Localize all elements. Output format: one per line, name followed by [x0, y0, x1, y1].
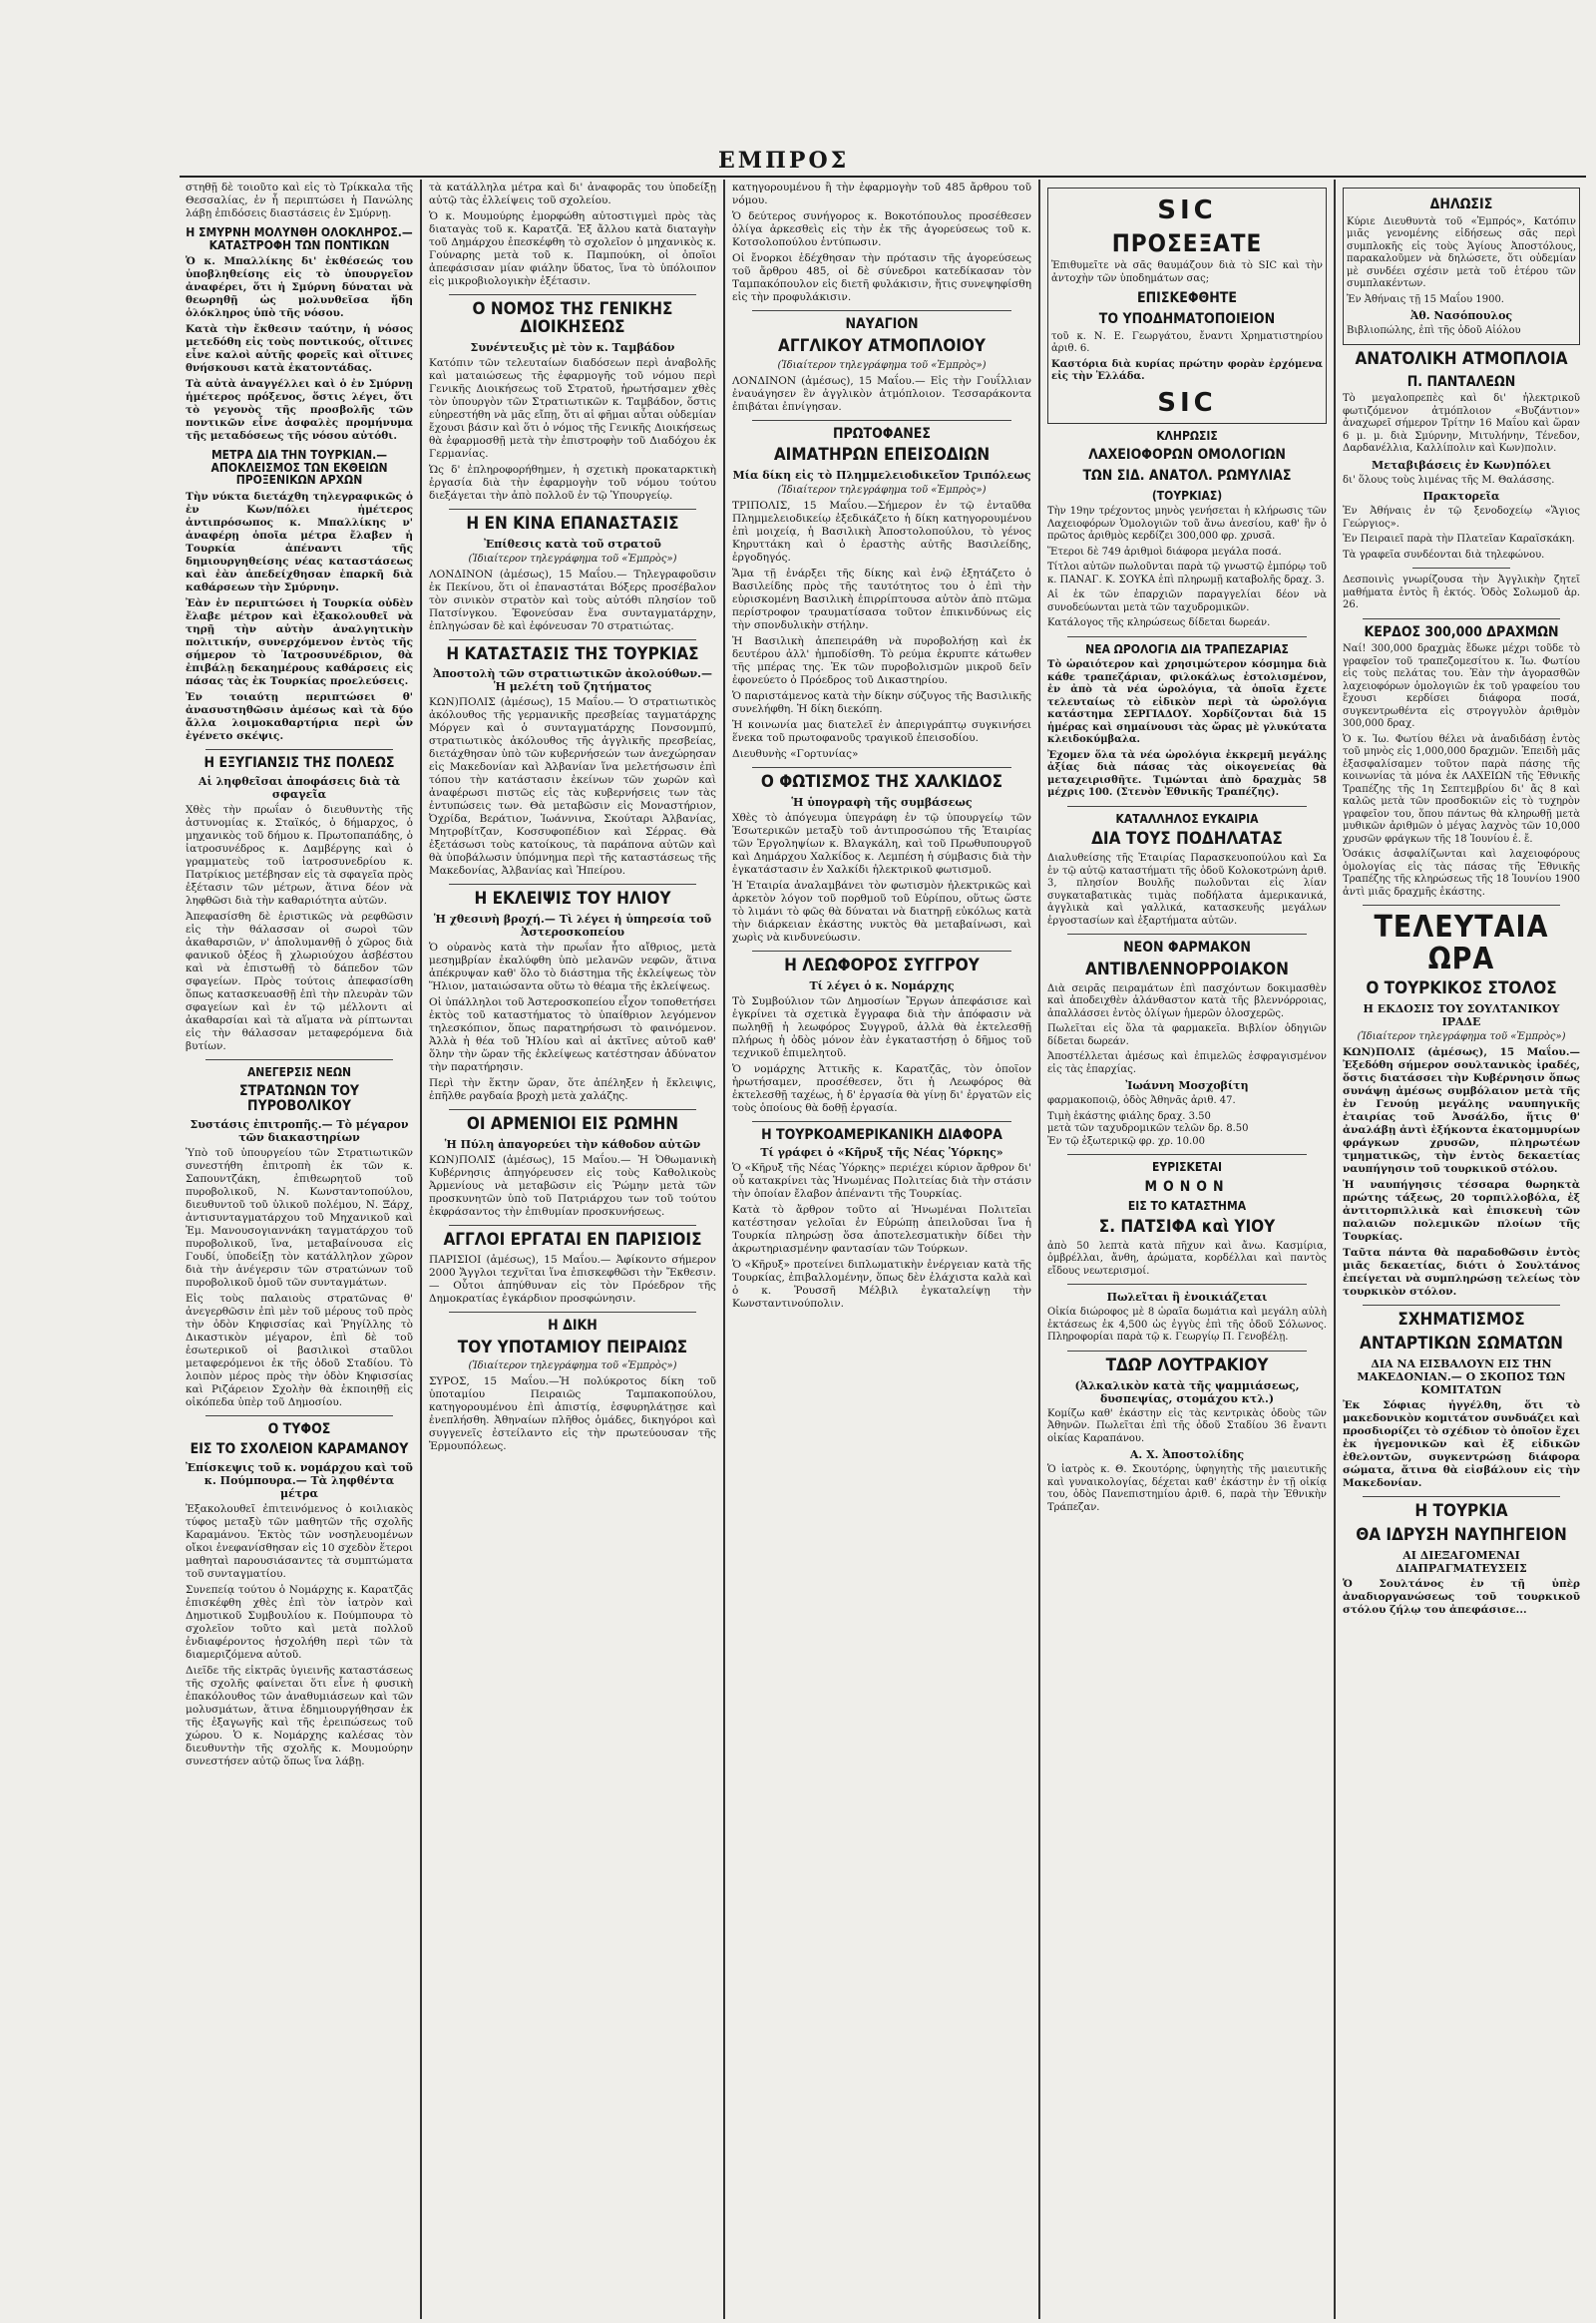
- divider: [449, 294, 696, 295]
- article-paragraph: Τὸ Συμβούλιον τῶν Δημοσίων Ἔργων ἀπεφάσισε καὶ ἐγκρίνει τὰ σχετικὰ ἔγγραφα διὰ τὴν ἀπόφασιν νὰ πωληθῇ ἡ λεωφόρος Συγγροῦ, ἀλλὰ θὰ ἐκτελεσθῇ πλήρως ἡ ὁδὸς μόνον ἐὰν ἐγκαταστήσῃ ὁ δῆμος τοῦ τεχνικοῦ ἐπιμελητοῦ.: [732, 994, 1031, 1059]
- divider: [1363, 1305, 1560, 1306]
- article-paragraph: Οἱ ἔνορκοι ἐδέχθησαν τὴν πρότασιν τῆς ἀγορεύσεως τοῦ ἄρθρου 485, οἱ δὲ σύνεδροι κατεδίκασαν τὸν Ταμπακόπουλον εἰς διετῆ φυλάκισιν, ἥτις συνεψηφίσθη εἰς τὴν προφυλάκισιν.: [732, 252, 1031, 303]
- article-paragraph: Διεῖδε τῆς εἰκτρᾶς ὑγιεινῆς καταστάσεως τῆς σχολῆς φαίνεται ὅτι εἶνε ἡ φυσικὴ ἐπακόλουθος τῶν ἀναθυμιάσεων καὶ τῶν μολυσμάτων, ἅτινα ἐδημιουργήθησαν ἐκ τῆς ἐξαγωγῆς καὶ τῆς ἐρειπώσεως τοῦ χώρου. Ὁ κ. Νομάρχης καλέσας τὸν διευθυντὴν τῆς σχολῆς κ. Μουμούρην συνεστήσεν αὐτῷ ὅπως ἵνα λάβῃ.: [186, 1665, 413, 1767]
- ad-headline: ΜΟΝΟΝ: [1144, 1178, 1230, 1195]
- article-paragraph: ΚΩΝ)ΠΟΛΙΣ (ἀμέσως), 15 Μαΐου.— Ὁ στρατιωτικὸς ἀκόλουθος τῆς γερμανικῆς πρεσβείας ταγματάρχης Μόργεν καὶ ὁ συνταγματάρχης Πονσονμπύ, στρατιωτικὸς ἀκόλουθος τῆς ἀγγλικῆς πρεσβείας, διετάχθησαν ὑπὸ τῶν κυβερνήσεών των ἀνεχώρησαν εἰς Μακεδονίαν καὶ Ἀλβανίαν ἵνα μελετήσωσιν ἐπὶ τόπου τὴν κατάστασιν ἐκείνων τῶν χωρῶν καὶ ἀναφέρωσι πιστῶς εἰς τὰς κυβερνήσεις των τὰς ἐντυπώσεις των. Θὰ μεταβῶσιν εἰς Μοναστήριον, Ὀχρίδα, Βεράτιον, Ἰωάννινα, Σκούταρι Ἀλβανίας, Μητροβίτζαν, Κοσσυφοπέδιον καὶ Σέρρας. Θὰ ἐξετάσωσι τοὺς κατοίκους, τὰ παράπονα αὐτῶν καὶ θὰ ὑποβάλωσιν ὑπόμνημα περὶ τῆς καταστάσεως τῆς Μακεδονίας, Ἀλβανίας καὶ Ἠπείρου.: [429, 696, 716, 878]
- ad-text: ἀπὸ 50 λεπτὰ κατὰ πῆχυν καὶ ἄνω. Κασμίρια, ὀμβρέλλαι, ἄνθη, ἀρώματα, κορδέλλαι καὶ παντὸς εἴδους νεωτερισμοί.: [1047, 1240, 1327, 1277]
- article-paragraph: Χθὲς τὸ ἀπόγευμα ὑπεγράφη ἐν τῷ ὑπουργείῳ τῶν Ἐσωτερικῶν μεταξὺ τοῦ ἀντιπροσώπου τῆς Ἑταιρίας τῶν Ἑργοληψίων κ. Βλαγκάλη, καὶ τοῦ Πρωθυπουργοῦ καὶ Δημάρχου Χαλκίδος κ. Λεμπέση ἡ σύμβασις διὰ τὴν ἐγκατάστασιν ἐν Χαλκίδι ἠλεκτρικοῦ φωτισμοῦ.: [732, 811, 1031, 876]
- article-paragraph: Ἀπεφασίσθη δὲ ἐριστικῶς νὰ ρεφθῶσιν εἰς τὴν θάλασσαν οἱ σωροὶ τῶν ἀκαθαρσιῶν, ν' ἀπολυμανθῇ ὁ χῶρος διὰ φανικοῦ ὀξέος ἢ χλωριούχου ἀσβέστου καὶ νὰ ἐπιστωθῇ τὸ δάπεδον τῶν σφαγείων. Πρὸς τούτοις ἀπεφασίσθη ὅπως κατασκευασθῇ ἐπὶ τὴν πλευρὰν τῶν σφαγείων καὶ ἐν τῷ μέλλοντι αἱ ἀκαθαρσίαι καὶ τὰ αἵματα νὰ ρίπτωνται εἰς τὴν θάλασσαν μεταφερόμενα διὰ βυτίων.: [186, 910, 413, 1052]
- ad-text: Τὸ ὡραιότερον καὶ χρησιμώτερον κόσμημα διὰ κάθε τραπεζάριαν, φιλοκάλως ἐστολισμένον, ἐν ἀπὸ τὰ νέα ὡρολόγια, τὰ ὁποῖα ἔχετε τελευταίως τὸ εἰδικὸν περὶ τὰ ὡρολόγια κατάστημα ΣΕΡΓΙΑΔΟΥ. Χορδίζονται διὰ 15 ἡμέρας καὶ σημαίνουσι τὰς ὥρας μὲ γλυκύτατα κλειδοκύμβαλα.: [1047, 659, 1327, 746]
- headline-smyrna: Η ΣΜΥΡΝΗ ΜΟΛΥΝΘΗ ΟΛΟΚΛΗΡΟΣ.—ΚΑΤΑΣΤΡΟΦΗ ΤΩΝ ΠΟΝΤΙΚΩΝ: [186, 225, 413, 252]
- divider: [1067, 1351, 1307, 1352]
- article-paragraph: Ἅμα τῇ ἐνάρξει τῆς δίκης καὶ ἐνῷ ἐξητάζετο ὁ Βασιλείδης πρὸς τῆς ταυτότητος του ὁ ἐπὶ τὴν εὑρισκομένη Βασιλικὴ ἐπιρρίπτουσα αὐτὸν ἀπὸ πτῶμα περίστροφον τραυματίσασα τοῦτον ἐπικινδύνως εἰς τὴν σπονδυλικὴν στήλην.: [732, 568, 1031, 632]
- article-paragraph: Κατὰ τὴν ἔκθεσιν ταύτην, ἡ νόσος μετεδόθη εἰς τοὺς ποντικούς, οἵτινες εἶνε καλοὶ αὐτῆς φορεῖς καὶ οἵτινες θνήσκουσι κατὰ ἑκατοντάδας.: [186, 323, 413, 375]
- article-paragraph: στηθῇ δὲ τοιοῦτο καὶ εἰς τὸ Τρίκκαλα τῆς Θεσσαλίας, ἐν ἧ περιπτώσει ἡ Πανώλης λάβῃ ἐπιδόσεις διαστάσεις ἐν Σμύρνῃ.: [186, 182, 413, 219]
- subheadline: Συνέντευξις μὲ τὸν κ. Ταμβάδον: [470, 340, 675, 354]
- article-paragraph: Κατὰ τὸ ἄρθρον τοῦτο αἱ Ἡνωμέναι Πολιτεῖαι κατέστησαν γελοῖαι ἐν Εὐρώπῃ ἀπειλοῦσαι ἵνα ἡ Τουρκία πληρώσῃ ὅσα ἀποτελεσματικὴν δίδει τὴν ἀκρωτηριασμένην φαντασίαν τῶν Τούρκων.: [732, 1204, 1031, 1256]
- divider: [752, 767, 1011, 768]
- ad-headline: ΤΟ ΥΠΟΔΗΜΑΤΟΠΟΙΕΙΟΝ: [1098, 310, 1276, 327]
- article-paragraph: Κατόπιν τῶν τελευταίων διαδόσεων περὶ ἀναβολῆς καὶ ματαιώσεως τῆς ἐφαρμογῆς τοῦ νόμου περὶ Γενικῆς Διοικήσεως τοῦ Στρατοῦ, ἠρωτήσαμεν χθὲς τὸν ὑπουργὸν τῶν Στρατιωτικῶν κ. Ταμβάδον, ὅστις εὐηρεστήθη νὰ μᾶς εἴπῃ, ὅτι αἱ φῆμαι αὗται οὐδεμίαν ἔχουσι βάσιν καὶ ὅτι ὁ νόμος τῆς Γενικῆς Διοικήσεως θὰ ἐφαρμοσθῇ μετὰ τὴν ἐπιστροφὴν τοῦ Διαδόχου ἐκ Γερμανίας.: [429, 356, 716, 460]
- divider: [1363, 618, 1560, 619]
- ad-text: Τὸ μεγαλοπρεπὲς καὶ δι' ἠλεκτρικοῦ φωτιζόμενον ἀτμόπλοιον «Βυζάντιον» ἀναχωρεῖ σήμερον Τρίτην 16 Μαΐου καὶ ὥραν 6 μ. μ. διὰ Σμύρνην, Μιτυλήνην, Τένεδον, Δαρδανέλλια, Καλλίπολιν καὶ Κων)πολιν.: [1343, 393, 1580, 455]
- divider: [449, 1225, 696, 1226]
- article-paragraph: κατηγορουμένου ἢ τὴν ἐφαρμογὴν τοῦ 485 ἄρθρου τοῦ νόμου.: [732, 182, 1031, 206]
- ad-headline: ΠΡΟΣΕΞΑΤΕ: [1111, 229, 1263, 257]
- article-paragraph: Ὁ «Κῆρυξ τῆς Νέας Ὑόρκης» περιέχει κύριον ἄρθρον δι' οὗ κατακρίνει τὰς Ἡνωμένας Πολιτείας διὰ τὴν στάσιν τὴν ὁποίαν ἔλαβον ἀπέναντι τῆς Τουρκίας.: [732, 1162, 1031, 1201]
- divider: [449, 1312, 696, 1313]
- article-paragraph: ΛΟΝΔΙΝΟΝ (ἀμέσως), 15 Μαΐου.— Εἰς τὴν Γουΐλλιαν ἐναυάγησεν ἓν ἀγγλικὸν ἀτμόπλοιον. Τεσσαράκοντα ἐπιβάται ἐπνίγησαν.: [732, 374, 1031, 413]
- ad-headline: ΕΥΡΙΣΚΕΤΑΙ: [1152, 1160, 1222, 1175]
- ad-text: Οἰκία διώροφος μὲ 8 ὡραῖα δωμάτια καὶ μεγάλη αὐλὴ ἐκτάσεως ἐκ 4,500 ὡς ἐγγὺς ἐπὶ τῆς ὁδοῦ Σόλωνος. Πληροφορίαι παρὰ τῷ κ. Γεωργίῳ Π. Γενοβέλῃ.: [1047, 1307, 1327, 1344]
- ad-headline: ΝΕΑ ΩΡΟΛΟΓΙΑ ΔΙΑ ΤΡΑΠΕΖΑΡΙΑΣ: [1085, 641, 1289, 656]
- subheadline: Τί λέγει ὁ κ. Νομάρχης: [809, 978, 955, 992]
- ad-text: Ὁ ἰατρὸς κ. Θ. Σκουτόρης, ὑφηγητὴς τῆς μαιευτικῆς καὶ γυναικολογίας, δέχεται καθ' ἑκάστην ἐν τῇ οἰκίᾳ του, ὁδὸς Πανεπιστημίου ἀριθ. 6, παρὰ τὴν Ἐθνικὴν Τράπεζαν.: [1047, 1464, 1327, 1513]
- article-paragraph: Ὑπὸ τοῦ ὑπουργείου τῶν Στρατιωτικῶν συνεστήθη ἐπιτροπὴ ἐκ τῶν κ. Σαπουντζάκη, ἐπιθεωρητοῦ τοῦ πυροβολικοῦ, Ν. Κωνσταντοπούλου, διευθυντοῦ τοῦ ὑλικοῦ πολέμου, Ν. Ξάρχ, ἀντισυνταγματάρχου τοῦ Μηχανικοῦ καὶ Ἐμ. Μανουσογιαννάκη ταγματάρχου τοῦ πυροβολικοῦ, ἵνα, μεταβαίνουσα εἰς Γουδί, ὑποδείξῃ τὸν κατάλληλον χῶρον διὰ τὴν ἀνέγερσιν τῶν στρατώνων τοῦ πυροβολικοῦ ὁμοῦ τῶν συνταγμάτων.: [186, 1146, 413, 1289]
- notice-text: Κύριε Διευθυντὰ τοῦ «Ἐμπρός», Κατόπιν μιᾶς γενομένης εἰδήσεως σᾶς περὶ συμπλοκῆς εἰς τοὺς Ἁγίους Ἀποστόλους, παρακαλοῦμεν νὰ δηλώσετε, ὅτι οὐδεμίαν μὲ συνδέει σχέσιν μετὰ τοῦ ἑτέρου τῶν συμπλακέντων.: [1347, 215, 1576, 290]
- ad-headline: ΕΙΣ ΤΟ ΚΑΤΑΣΤΗΜΑ: [1127, 1199, 1247, 1214]
- headline-china: Η ΕΝ ΚΙΝΑ ΕΠΑΝΑΣΤΑΣΙΣ: [466, 513, 679, 534]
- article-paragraph: τὰ κατάλληλα μέτρα καὶ δι' ἀναφορᾶς του ὑποδείξῃ αὐτῷ τὰς ἐλλείψεις τοῦ σχολείου.: [429, 182, 716, 206]
- divider: [449, 1109, 696, 1110]
- ad-text: Δεσποινὶς γνωρίζουσα τὴν Ἀγγλικὴν ζητεῖ μαθήματα ἐντὸς ἢ ἐκτός. Ὁδὸς Σολωμοῦ ἀρ. 26.: [1343, 575, 1580, 611]
- column-2: [423, 180, 722, 2319]
- ad-headline: ΚΕΡΔΟΣ 300,000 ΔΡΑΧΜΩΝ: [1364, 623, 1559, 640]
- ad-text: Τὰ γραφεῖα συνδέονται διὰ τηλεφώνου.: [1343, 549, 1545, 561]
- ad-headline: ΑΝΑΤΟΛΙΚΗ ΑΤΜΟΠΛΟΙΑ: [1355, 348, 1568, 369]
- price-line: μετὰ τῶν ταχυδρομικῶν τελῶν δρ. 8.50: [1047, 1123, 1249, 1135]
- divider: [205, 749, 393, 750]
- headline-trial-2: ΤΟΥ ΥΠΟΤΑΜΙΟΥ ΠΕΙΡΑΙΩΣ: [457, 1337, 688, 1357]
- subheadline: Ἡ χθεσινὴ βροχή.— Τὶ λέγει ἡ ὑπηρεσία τοῦ Ἀστεροσκοπείου: [433, 913, 712, 940]
- ad-headline: ΤΩΝ ΣΙΔ. ΑΝΑΤΟΛ. ΡΩΜΥΛΙΑΣ: [1082, 467, 1292, 484]
- headline-barracks-2: ΣΤΡΑΤΩΝΩΝ ΤΟΥ ΠΥΡΟΒΟΛΙΚΟΥ: [238, 1083, 360, 1114]
- column-divider: [420, 180, 422, 2319]
- ad-text: Ἀποστέλλεται ἀμέσως καὶ ἐπιμελῶς ἐσφραγισμένον εἰς τὰς ἐπαρχίας.: [1047, 1051, 1327, 1075]
- ad-subheadline: (Ἀλκαλικὸν κατὰ τῆς ψαμμιάσεως, δυσπεψίας, στομάχου κτλ.): [1074, 1378, 1300, 1405]
- article-paragraph: Εἰς τοὺς παλαιοὺς στρατῶνας θ' ἀνεγερθῶσιν ἐπὶ μὲν τοῦ μέρους τοῦ πρὸς τὴν ὁδὸν Κηφισσίας καὶ Ῥηγίλλης τὸ Δικαστικὸν μέγαρον, ἐπὶ δὲ τοῦ ἐσωτερικοῦ οἱ βασιλικοὶ σταῦλοι μεταφερόμενοι ἐκ τῆς ὁδοῦ Σταδίου. Τὸ λοιπὸν μέρος πρὸς τὴν ὁδὸν Κηφισσίας καὶ Ριζάρειον Σχολὴν θὰ ἐκποιηθῇ εἰς οἰκόπεδα ὑπὲρ τοῦ Δημοσίου.: [186, 1292, 413, 1408]
- subheadline: Ἐπίθεσις κατὰ τοῦ στρατοῦ: [484, 537, 661, 551]
- headline-typhus-1: Ο ΤΥΦΟΣ: [267, 1420, 331, 1437]
- ad-text: Ὁσάκις ἀσφαλίζωνται καὶ λαχειοφόρους ὁμολογίας εἰς τὰς πάσας τῆς Ἐθνικῆς Τραπέζης τῆς κληρώσεως τῆς 18 Ἰουνίου 1900 ἀντὶ μιᾶς δραχμῆς ἑκάστης.: [1343, 849, 1580, 898]
- subheadline: Η ΕΚΔΟΣΙΣ ΤΟΥ ΣΟΥΛΤΑΝΙΚΟΥ ΙΡΑΔΕ: [1363, 1002, 1560, 1029]
- ad-subheadline: Πωλεῖται ἢ ἐνοικιάζεται: [1106, 1291, 1268, 1305]
- divider: [1412, 568, 1510, 569]
- article-signature: Διευθυνὴς «Γορτυνίας»: [732, 748, 859, 761]
- article-paragraph: Ταῦτα πάντα θὰ παραδοθῶσιν ἐντὸς μιᾶς δεκαετίας, διότι ὁ Σουλτάνος ἐπείγεται νὰ συμπληρώσῃ τελείως τὸν τουρκικὸν στόλον.: [1343, 1247, 1580, 1299]
- headline-formation-2: ΑΝΤΑΡΤΙΚΩΝ ΣΩΜΑΤΩΝ: [1360, 1334, 1563, 1355]
- ad-text: Τίτλοι αὐτῶν πωλοῦνται παρὰ τῷ γνωστῷ ἐμπόρῳ τοῦ κ. ΠΑΝΑΓ. Κ. ΣΟΥΚΑ ἐπὶ πληρωμῇ καταβολῆς δραχ. 3.: [1047, 562, 1327, 585]
- ad-signature: Α. Χ. Ἀποστολίδης: [1129, 1448, 1245, 1462]
- headline-armenians: ΟΙ ΑΡΜΕΝΙΟΙ ΕΙΣ ΡΩΜΗΝ: [466, 1114, 679, 1135]
- article-paragraph: Ὁ παριστάμενος κατὰ τὴν δίκην σύζυγος τῆς Βασιλικῆς συνελήφθη. Ἡ δίκη διεκόπη.: [732, 690, 1031, 716]
- column-divider: [1334, 180, 1336, 2319]
- headline-sanitation: Η ΕΞΥΓΙΑΝΣΙΣ ΤΗΣ ΠΟΛΕΩΣ: [203, 754, 395, 771]
- ad-text: Ἕτεροι δὲ 749 ἀριθμοὶ διάφορα μεγάλα ποσά.: [1047, 546, 1282, 558]
- article-paragraph: Ὁ νομάρχης Ἀττικῆς κ. Καρατζᾶς, τὸν ὁποῖον ἠρωτήσαμεν, προσέθεσεν, ὅτι ἡ Λεωφόρος θὰ ἐκτελεσθῇ ταχέως, ἡ δ' ἐργασία θὰ γίνῃ δι' ἐργατῶν εἰς τοὺς ὁποίους θὰ δοθῇ ἐργασία.: [732, 1062, 1031, 1114]
- article-paragraph: Ὡς δ' ἐπληροφορήθημεν, ἡ σχετικὴ προκαταρκτικὴ ἐργασία διὰ τὴν ἐφαρμογὴν τοῦ νόμου τούτου διεξάγεται τὴν ἀπὸ πολλοῦ ἐν τῷ Ὑπουργείῳ.: [429, 463, 716, 502]
- ad-text: Πωλεῖται εἰς ὅλα τὰ φαρμακεῖα. Βιβλίον ὁδηγιῶν δίδεται δωρεάν.: [1047, 1023, 1327, 1047]
- ad-headline: ΛΑΧΕΙΟΦΟΡΩΝ ΟΜΟΛΟΓΙΩΝ: [1088, 447, 1286, 464]
- ad-subheadline: Πρακτορεῖα: [1422, 490, 1500, 504]
- telegram-credit: (Ἰδιαίτερον τηλεγράφημα τοῦ «Ἐμπρὸς»): [468, 553, 677, 565]
- article-paragraph: Ὁ οὐρανὸς κατὰ τὴν πρωΐαν ἦτο αἴθριος, μετὰ μεσημβρίαν ἐκαλύφθη ὑπὸ μελανῶν νεφῶν, ἅτινα ἀπέκρυψαν καθ' ὅλο τὸ διάστημα τῆς ἐκλείψεως τὸν Ἥλιον, ματαιώσαντα οὕτω τὸ θέαμα τῆς ἐκλείψεως.: [429, 942, 716, 993]
- ad-text: Διαλυθείσης τῆς Ἑταιρίας Παρασκευοπούλου καὶ Σα ἐν τῷ αὐτῷ καταστήματι τῆς ὁδοῦ Κολοκοτρώνη ἀριθ. 3, πλησίον Βουλῆς πωλοῦνται εἰς λίαν συγκαταβατικὰς τιμὰς ποδήλατα ἀμερικανικά, ἀγγλικὰ καὶ γαλλικά, κατασκευῆς μεγάλων ἐργοστασίων καὶ ἐξαρτήματα αὐτῶν.: [1047, 853, 1327, 927]
- price-line: Τιμὴ ἑκάστης φιάλης δραχ. 3.50: [1047, 1110, 1211, 1122]
- divider: [1067, 1154, 1307, 1155]
- article-paragraph: Ἡ κοινωνία μας διατελεῖ ἐν ἀπεριγράπτῳ συγκινήσει ἕνεκα τοῦ πρωτοφανοῦς τραγικοῦ ἐπεισοδίου.: [732, 719, 1031, 745]
- article-paragraph: Ἡ Βασιλικὴ ἀπεπειράθη νὰ πυροβολήσῃ καὶ ἐκ δευτέρου ἀλλ' ἠμποδίσθη. Τὸ ρεύμα ἐκρυπτε κάτωθεν τῆς μπέρας της. Ἐκ τῶν πυροβολισμῶν μικροῦ δεῖν ἐφονεύετο ὁ Πρόεδρος τοῦ Δικαστηρίου.: [732, 635, 1031, 687]
- ad-headline: (ΤΟΥΡΚΙΑΣ): [1151, 488, 1223, 503]
- headline-turkish-fleet: Ο ΤΟΥΡΚΙΚΟΣ ΣΤΟΛΟΣ: [1366, 978, 1557, 999]
- article-paragraph: Τὰ αὐτὰ ἀναγγέλλει καὶ ὁ ἐν Σμύρνῃ ἡμέτερος πρόξενος, ὅστις λέγει, ὅτι τὸ γεγονὸς τῆς προσβολῆς τῶν ποντικῶν εἶνε ἀσφαλὲς προμήνυμα τῆς μεταδόσεως τῆς νόσου αὐτόθι.: [186, 378, 413, 443]
- column-3: [726, 180, 1037, 2319]
- subheadline: ΑΙ ΔΙΕΞΑΓΟΜΕΝΑΙ ΔΙΑΠΡΑΓΜΑΤΕΥΣΕΙΣ: [1396, 1548, 1527, 1575]
- telegram-credit: (Ἰδιαίτερον τηλεγράφημα τοῦ «Ἐμπρὸς»): [1357, 1031, 1566, 1043]
- divider: [1067, 636, 1307, 637]
- divider: [1067, 934, 1307, 935]
- divider: [205, 1059, 393, 1060]
- ad-headline: ΚΛΗΡΩΣΙΣ: [1156, 428, 1218, 443]
- divider: [205, 1415, 393, 1416]
- ad-text: Ἐν Πειραιεῖ παρὰ τὴν Πλατεῖαν Καραϊσκάκη.: [1343, 534, 1575, 546]
- headline-turkey-shipyard-1: Η ΤΟΥΡΚΙΑ: [1414, 1500, 1508, 1521]
- column-4-advertisements: [1041, 180, 1333, 2319]
- headline-english-workers: ΑΓΓΛΟΙ ΕΡΓΑΤΑΙ ΕΝ ΠΑΡΙΣΙΟΙΣ: [443, 1230, 702, 1251]
- article-paragraph: Ἐκ Σόφιας ἠγγέλθη, ὅτι τὸ μακεδονικὸν κομιτάτον συνδυάζει καὶ προσδιορίζει τὸ σχέδιον τὸ ὁποῖον ἔχει ἐκ ἡγεμονικῶν καὶ ἐξ εἰδικῶν ἐθελοντῶν, συγκεντρώσῃ διάφορα σώματα, ἅτινα θὰ εἰσβάλουν εἰς τὴν Μακεδονίαν.: [1343, 1398, 1580, 1489]
- article-paragraph: ΠΑΡΙΣΙΟΙ (ἀμέσως), 15 Μαΐου.— Ἀφίκοντο σήμερον 2000 Ἄγγλοι τεχνῖται ἵνα ἐπισκεφθῶσι τὴν Ἔκθεσιν.— Οὗτοι ἀπηύθυναν εἰς τὸν Πρόεδρον τῆς Δημοκρατίας ἐγκάρδιον προσφώνησιν.: [429, 1253, 716, 1305]
- divider: [449, 884, 696, 885]
- divider: [1363, 905, 1560, 906]
- headline-incidents-2: ΑΙΜΑΤΗΡΩΝ ΕΠΕΙΣΟΔΙΩΝ: [773, 445, 991, 466]
- divider: [449, 639, 696, 640]
- ad-headline: ΑΝΤΙΒΛΕΝΝΟΡΡΟΙΑΚΟΝ: [1085, 959, 1289, 979]
- notice-date: Ἐν Ἀθήναις τῇ 15 Μαΐου 1900.: [1347, 293, 1504, 305]
- article-paragraph: ΚΩΝ)ΠΟΛΙΣ (ἀμέσως), 15 Μαΐου.— Ἡ Ὀθωμανικὴ Κυβέρνησις ἀπηγόρευσεν εἰς τοὺς Καθολικοὺς Ἀρμενίους νὰ μεταβῶσιν εἰς Ῥώμην μετὰ τῶν προσκυνητῶν ὑπὸ τοῦ Πατριάρχου των τοῦ τούτου ἐκφράσαντος τὴν ἐπιθυμίαν προσκυνήσεως.: [429, 1154, 716, 1219]
- masthead-rule: [180, 176, 1586, 178]
- ad-headline: ΝΕΟΝ ΦΑΡΜΑΚΟΝ: [1123, 940, 1251, 957]
- article-paragraph: ΣΥΡΟΣ, 15 Μαΐου.—Ἡ πολύκροτος δίκη τοῦ ὑποταμίου Πειραιῶς Ταμπακοπούλου, κατηγορουμένου ἐπὶ ἀπιστίᾳ, ἐσφυρηλάτῃσε καὶ ἐνεπλήσθη. Ἀθηναίων πλῆθος ὁμάδες, δικηγόροι καὶ συγγενεῖς ἐστείλαντο εἰς τὴν πρωτεύουσαν τῆς Ἑρμουπόλεως.: [429, 1375, 716, 1453]
- column-5: [1337, 180, 1586, 2319]
- ad-text: φαρμακοποιῷ, ὁδὸς Ἀθηνᾶς ἀριθ. 47.: [1047, 1095, 1236, 1107]
- column-divider: [723, 180, 725, 2319]
- article-paragraph: Ὁ Σουλτάνος ἐν τῇ ὑπὲρ ἀναδιοργανώσεως τοῦ τουρκικοῦ στόλου ζήλῳ του ἀπεφάσισε...: [1343, 1577, 1580, 1616]
- headline-shipwreck-1: ΝΑΥΑΓΙΟΝ: [845, 316, 919, 332]
- ad-headline: ΕΠΙΣΚΕΦΘΗΤΕ: [1137, 290, 1237, 307]
- headline-syngrou-avenue: Η ΛΕΩΦΟΡΟΣ ΣΥΓΓΡΟΥ: [784, 955, 980, 975]
- subheadline: Μία δίκη εἰς τὸ Πλημμελειοδικεῖον Τριπόλεως: [732, 469, 1031, 483]
- ad-subheadline: Μεταβιβάσεις ἐν Κων)πόλει: [1372, 458, 1551, 472]
- article-paragraph: Ἐν τοιαύτῃ περιπτώσει θ' ἀνασυστηθῶσιν ἀμέσως καὶ τὰ δύο ἄλλα λοιμοκαθαρτήρια περὶ ὧν ἐγένετο σκέψις.: [186, 690, 413, 742]
- ad-text: Τὴν 19ην τρέχοντος μηνὸς γενήσεται ἡ κλήρωσις τῶν Λαχειοφόρων Ὁμολογιῶν τοῦ ἄνω ἀνεσίου, καθ' ἣν ὁ πρῶτος ἀριθμὸς κερδίζει 300,000 φρ. χρυσᾶ.: [1047, 506, 1327, 543]
- ad-text: Ναί! 300,000 δραχμὰς ἔδωκε μέχρι τοῦδε τὸ γραφεῖον τοῦ τραπεζομεσίτου κ. Ἰω. Φωτίου εἰς τοὺς πελάτας του. Ἐὰν τὴν ἀγορασθῶν λαχειοφόρων ὁμολογιῶν ἐκ τοῦ γραφείου του ἔχουσι κερδίσει διάφορα ποσά, συγκεντρωθέντα εἰς στρογγυλὸν ἀριθμὸν 300,000 δραχ.: [1343, 643, 1580, 730]
- article-paragraph: Χθὲς τὴν πρωΐαν ὁ διευθυντὴς τῆς ἀστυνομίας κ. Σταϊκός, ὁ δήμαρχος, ὁ μηχανικὸς τοῦ δήμου κ. Πρωτοπαπάδης, ὁ ἰατροσυνέδρος κ. Δαμβέργης καὶ ὁ γραμματεὺς τοῦ ἰατροσυνεδρίου κ. Πατρίκιος μετέβησαν εἰς τὰ σφαγεῖα πρὸς ἐξέτασιν τῶν μέτρων, ἅτινα δέον νὰ ληφθῶσι διὰ τὴν καθαριότητα αὐτῶν.: [186, 803, 413, 907]
- divider: [752, 420, 1011, 421]
- divider: [752, 951, 1011, 952]
- headline-incidents-1: ΠΡΩΤΟΦΑΝΕΣ: [833, 425, 931, 442]
- ad-text: Ἐπιθυμεῖτε νὰ σᾶς θαυμάζουν διὰ τὸ SIC καὶ τὴν ἀντοχὴν τῶν ὑποδημάτων σας;: [1051, 260, 1323, 284]
- divider: [1067, 1284, 1307, 1285]
- ad-brand: SIC: [1157, 195, 1217, 225]
- headline-turkey-situation: Η ΚΑΤΑΣΤΑΣΙΣ ΤΗΣ ΤΟΥΡΚΙΑΣ: [446, 643, 699, 664]
- newspaper-columns: [180, 180, 1586, 2319]
- article-paragraph: Ὁ δεύτερος συνήγορος κ. Βοκοτόπουλος προσέθεσεν ὀλίγα ἀρκεσθεὶς εἰς τὴν ἐκ τῆς ἀγορεύσεως τοῦ κ. Κοτσολοπούλου ἐντύπωσιν.: [732, 210, 1031, 248]
- ad-headline: Π. ΠΑΝΤΑΛΕΩΝ: [1406, 373, 1516, 390]
- newspaper-title: ΕΜΠΡΟΣ: [718, 148, 850, 174]
- article-paragraph: Περὶ τὴν ἕκτην ὥραν, ὅτε ἀπέληξεν ἡ ἔκλειψις, ἐπῆλθε ραγδαία βροχὴ μετὰ χαλάζης.: [429, 1077, 716, 1103]
- ad-signature: Ἰωάννη Μοσχοβίτη: [1125, 1079, 1249, 1093]
- telegram-credit: (Ἰδιαίτερον τηλεγράφημα τοῦ «Ἐμπρὸς»): [468, 1360, 677, 1372]
- article-paragraph: Τὴν νύκτα διετάχθη τηλεγραφικῶς ὁ ἐν Κων/πόλει ἡμέτερος ἀντιπρόσωπος κ. Μπαλλίκης ν' ἀναφέρῃ ὁποῖα μέτρα ἔλαβεν ἡ Τουρκία ἀπέναντι τῆς δημιουργηθείσης νέας καταστάσεως καὶ ἐὰν ἀπεδείχθησαν ἐπαρκῆ διὰ καθάρσεων τὴν Σμύρνην.: [186, 490, 413, 593]
- headline-trial-1: Η ΔΙΚΗ: [548, 1317, 598, 1334]
- divider: [752, 310, 1011, 311]
- masthead: [0, 0, 1596, 174]
- article-paragraph: Ὁ «Κῆρυξ» προτείνει διπλωματικὴν ἐνέργειαν κατὰ τῆς Τουρκίας, ἐπιβαλλομένην, ὅπως δὲν ἐλάχιστα καλὰ καὶ ὁ κ. Ῥουσσῆ Μέλβιλ ἐγκαταλείψῃ τὴν Κωνσταντινούπολιν.: [732, 1259, 1031, 1311]
- headline-general-admin: Ο ΝΟΜΟΣ ΤΗΣ ΓΕΝΙΚΗΣ ΔΙΟΙΚΗΣΕΩΣ: [472, 299, 673, 337]
- article-paragraph: Ὁ κ. Μπαλλίκης δι' ἐκθέσεώς του ὑποβληθείσης εἰς τὸ ὑπουργεῖον ἀναφέρει, ὅτι ἡ Σμύρνη δύναται νὰ θεωρηθῇ ὡς μολυνθεῖσα ἤδη ὁλόκληρος ὑπὸ τῆς νόσου.: [186, 255, 413, 320]
- subheadline: ΔΙΑ ΝΑ ΕΙΣΒΑΛΟΥΝ ΕΙΣ ΤΗΝ ΜΑΚΕΔΟΝΙΑΝ.— Ο ΣΚΟΠΟΣ ΤΩΝ ΚΟΜΙΤΑΤΩΝ: [1357, 1356, 1566, 1396]
- ad-text: Καστόρια διὰ κυρίας πρώτην φορὰν ἐρχόμενα εἰς τὴν Ἑλλάδα.: [1051, 358, 1323, 383]
- ad-text: Κατάλογος τῆς κληρώσεως δίδεται δωρεάν.: [1047, 617, 1271, 629]
- ad-headline: ΤΔΩΡ ΛΟΥΤΡΑΚΙΟΥ: [1105, 1355, 1269, 1375]
- ad-sic-shoes: [1047, 188, 1327, 424]
- column-divider: [1038, 180, 1040, 2319]
- subheadline: Ἡ Πύλη ἀπαγορεύει τὴν κάθοδον αὐτῶν: [444, 1138, 701, 1152]
- headline-last-hour: ΤΕΛΕΥΤΑΙΑ ΩΡΑ: [1374, 910, 1549, 976]
- article-paragraph: Ἐὰν ἐν περιπτώσει ἡ Τουρκία οὐδὲν ἔλαβε μέτρον καὶ ἐξακολουθεῖ νὰ τηρῇ τὴν αὐτὴν ἀναλγητικὴν πολιτικήν, συνερχόμενον ἐντὸς τῆς σήμερον τὸ Ἰατροσυνέδριον, θὰ ἐπιβάλῃ δεκαημέρους καθάρσεις εἰς πάσας τὰς ἐκ Τουρκίας προελεύσεις.: [186, 596, 413, 687]
- ad-text: Ὁ κ. Ἰω. Φωτίου θέλει νὰ ἀναδιδάσῃ ἐντὸς τοῦ μηνὸς εἰς 1,000,000 δραχμῶν. Ἐπειδὴ μᾶς ἐξασφαλίσαμεν τοῦτον παρὰ πάσης τῆς κοινωνίας τὰ μόνα ἐκ ΛΑΧΕΙΩΝ τῆς Ἐθνικῆς Τραπέζης τῆς 1η Σεπτεμβρίου δι' ἄς 8 καὶ καλῶς μετὰ τῶν προσδοκιῶν εἰς τὸ τυχηρὸν γραφεῖον του, ὅπου πάντως θὰ κληρωθῇ μετὰ μυθικῶν ἀριθμῶν ὁ μέγας λαχνὸς τῶν 10,000 χρυσῶν φράγκων τῆς 18 Ἰουνίου ἐ. ἔ.: [1343, 733, 1580, 845]
- column-1: [180, 180, 419, 2319]
- divider: [1363, 1496, 1560, 1497]
- article-paragraph: Ὁ κ. Μουμούρης ἐμορφώθη αὐτοστιγμεὶ πρὸς τὰς διαταγὰς τοῦ κ. Καρατζᾶ. Ἐξ ἄλλου κατὰ διαταγὴν τοῦ Δημάρχου ἐπεσκέφθη τὸ σχολεῖον ὁ μηχανικὸς κ. Γούναρης μετὰ τοῦ κ. Παμπούκη, οἱ ὁποῖοι ἀπεφάσισαν μίαν φιάλην ὕδατος, ἵνα τὸ ὑπόλοιπον εἰς μικροβιολογικὴν ἐξέτασιν.: [429, 210, 716, 287]
- article-paragraph: Συνεπείᾳ τούτου ὁ Νομάρχης κ. Καρατζᾶς ἐπισκέφθη χθὲς ἐπὶ τὸν ἰατρὸν καὶ Δημοτικοῦ Συμβουλίου κ. Πούμπουρα τὸ σχολεῖον τοῦτο καὶ μετὰ πολλοῦ ἐνδιαφέροντος ἠσχολήθη περὶ τῶν τὰ διαμεριζόμενα αὐτοῦ.: [186, 1584, 413, 1661]
- ad-text: Αἱ ἐκ τῶν ἐπαρχιῶν παραγγελίαι δέον νὰ συνοδεύωνται μετὰ τῶν ταχυδρομικῶν.: [1047, 589, 1327, 613]
- subheadline: Συστάσις ἐπιτροπῆς.— Τὸ μέγαρον τῶν διακαστηρίων: [190, 1117, 409, 1144]
- article-paragraph: ΤΡΙΠΟΛΙΣ, 15 Μαΐου.—Σήμερον ἐν τῷ ἐνταῦθα Πλημμελειοδικείῳ ἐξεδικάζετο ἡ δίκη κατηγορουμένου ἐπὶ μοιχείᾳ, ἡ Βασιλικὴ Ἀποστολοπούλου, τὸ γένος Κηρυττάκη καὶ ὁ ἐραστὴς αὐτῆς Βασιλείδης, ἐργοδηγός.: [732, 500, 1031, 565]
- headline-shipwreck-2: ΑΓΓΛΙΚΟΥ ΑΤΜΟΠΛΟΙΟΥ: [778, 335, 986, 356]
- ad-text: δι' ὅλους τοὺς λιμένας τῆς Μ. Θαλάσσης.: [1343, 474, 1555, 486]
- ad-text: Ἐχομεν ὅλα τὰ νέα ὡρολόγια ἐκκρεμῆ μεγάλης ἀξίας διὰ πάσας τὰς οἰκογενείας θὰ μεταχειρισθῆτε. Τιμώνται ἀπὸ δραχμὰς 58 μέχρις 100. (Στενὸν Ἐθνικῆς Τραπέζης).: [1047, 749, 1327, 799]
- ad-headline: ΚΑΤΑΛΛΗΛΟΣ ΕΥΚΑΙΡΙΑ: [1115, 811, 1259, 826]
- ad-text: Κομίζω καθ' ἑκάστην εἰς τὰς κεντρικὰς ὁδοὺς τῶν Ἀθηνῶν. Πωλεῖται ἐπὶ τῆς ὁδοῦ Σταδίου 36 ἔναντι οἰκίας Καραπάνου.: [1047, 1407, 1327, 1444]
- article-paragraph: Οἱ ὑπάλληλοι τοῦ Ἀστεροσκοπείου εἶχον τοποθετήσει ἐκτὸς τοῦ καταστήματος τὸ ὑπαίθριον λεγόμενον τηλεσκόπιον, ὅπως παρατηρήσωσι τὸ φαινόμενον. Ἀλλὰ ἡ θέα τοῦ Ἡλίου καὶ αἱ ἀκτῖνες αὐτοῦ καθ' ὅλην τὴν ὥραν τῆς ἐκλείψεως κατέστησαν ἀδύνατον τὴν παρατήρησιν.: [429, 996, 716, 1074]
- headline-turkey-shipyard-2: ΘΑ ΙΔΡΥΣΗ ΝΑΥΠΗΓΕΙΟΝ: [1356, 1524, 1567, 1545]
- headline-chalkis-lighting: Ο ΦΩΤΙΣΜΟΣ ΤΗΣ ΧΑΛΚΙΔΟΣ: [760, 772, 1003, 793]
- ad-brand: SIC: [1157, 387, 1217, 418]
- ad-headline: ΔΙΑ ΤΟΥΣ ΠΟΔΗΛΑΤΑΣ: [1091, 829, 1283, 850]
- subheadline: Ἀποστολὴ τῶν στρατιωτικῶν ἀκολούθων.— Ἡ μελέτη τοῦ ζητήματος: [432, 667, 713, 694]
- ad-text: Διὰ σειρᾶς πειραμάτων ἐπὶ πασχόντων δοκιμασθὲν καὶ ἀποδειχθὲν ἀλάνθαστον κατὰ τῆς βλεννόρροιας, ἀπαλλάσσει ἐντὸς ὀλίγων ἡμερῶν ὁλοσχερῶς.: [1047, 982, 1327, 1019]
- headline-formation-1: ΣΧΗΜΑΤΙΣΜΟΣ: [1397, 1310, 1525, 1331]
- telegram-credit: (Ἰδιαίτερον τηλεγράφημα τοῦ «Ἐμπρὸς»): [777, 485, 987, 497]
- headline-turko-american: Η ΤΟΥΡΚΟΑΜΕΡΙΚΑΝΙΚΗ ΔΙΑΦΟΡΑ: [761, 1126, 1002, 1143]
- notice-text: Βιβλιοπώλης, ἐπὶ τῆς ὁδοῦ Αἰόλου: [1347, 325, 1521, 337]
- divider: [449, 509, 696, 510]
- headline-eclipse: Η ΕΚΛΕΙΨΙΣ ΤΟΥ ΗΛΙΟΥ: [474, 889, 671, 910]
- ad-headline: Σ. ΠΑΤΣΙΦΑ καὶ ΥΙΟΥ: [1098, 1217, 1276, 1238]
- subheadline: Αἱ ληφθεῖσαι ἀποφάσεις διὰ τὰ σφαγεῖα: [198, 774, 401, 801]
- subheadline: Τί γράφει ὁ «Κῆρυξ τῆς Νέας Ὑόρκης»: [760, 1146, 1003, 1160]
- subheadline: Ἡ ὑπογραφὴ τῆς συμβάσεως: [791, 795, 973, 809]
- ad-text: Ἐν Ἀθήναις ἐν τῷ ξενοδοχείῳ «Ἅγιος Γεώργιος».: [1343, 506, 1580, 530]
- telegram-credit: (Ἰδιαίτερον τηλεγράφημα τοῦ «Ἐμπρὸς»): [777, 359, 987, 371]
- ad-text: τοῦ κ. Ν. Ε. Γεωργάτου, ἔναντι Χρηματιστηρίου ἀριθ. 6.: [1051, 330, 1323, 355]
- price-line: Ἐν τῷ ἐξωτερικῷ φρ. χρ. 10.00: [1047, 1135, 1205, 1147]
- notice-headline: ΔΗΛΩΣΙΣ: [1429, 196, 1493, 212]
- article-paragraph: ΛΟΝΔΙΝΟΝ (ἀμέσως), 15 Μαΐου.— Τηλεγραφοῦσιν ἐκ Πεκίνου, ὅτι οἱ ἐπαναστάται Βόξερς προσέβαλον τὸν σινικὸν στρατὸν καὶ τοὺς αὐτόθι πλησίον τοῦ Πατσίνγκου. Ἐφονεύσαν ἕνα συνταγματάρχην, ἐπληγώσαν δὲ καὶ ἐφόνευσαν 70 στρατιώτας.: [429, 568, 716, 632]
- article-paragraph: Ἡ ναυπήγησις τέσσαρα θωρηκτὰ πρώτης τάξεως, 20 τορπιλλοβόλα, ἐξ ἀντιτορπιλλικὰ καὶ ἐπισκευὴ τῶν παλαιῶν πολεμικῶν πλοίων τῆς Τουρκίας.: [1343, 1179, 1580, 1244]
- article-paragraph: ΚΩΝ)ΠΟΛΙΣ (ἀμέσως), 15 Μαΐου.— Ἐξεδόθη σήμερον σουλτανικὸς ἰραδές, ὅστις διατάσσει τὴν Κυβέρνησιν ὅπως συνάψῃ ἀμέσως συμβόλαιον μετὰ τῆς ἐν Γενούῃ μεγάλης ναυπηγικῆς ἑταιρίας τοῦ Ἀνσάλδο, ἥτις θ' ἀναλάβῃ ἀντὶ ἐξήκοντα ἑκατομμυρίων φράγκων χρυσῶν, πληρωτέων τμηματικῶς, τὴν ἐντὸς δεκαετίας ναυπήγησιν τοῦ τουρκικοῦ στόλου.: [1343, 1046, 1580, 1176]
- subheadline: Ἐπίσκεψις τοῦ κ. νομάρχου καὶ τοῦ κ. Πούμπουρα.— Τὰ ληφθέντα μέτρα: [186, 1461, 413, 1500]
- notice-signature: Ἀθ. Νασόπουλος: [1409, 309, 1513, 323]
- divider: [1067, 806, 1307, 807]
- article-paragraph: Ἐξακολουθεῖ ἐπιτεινόμενος ὁ κοιλιακὸς τύφος μεταξὺ τῶν μαθητῶν τῆς σχολῆς Καραμάνου. Ἐκτὸς τῶν νοσηλευομένων οἴκοι ἐνεφανίσθησαν εἰς 10 σχεδὸν ἕτεροι μαθηταὶ παρουσιάσαντες τὰ συμπτώματα τοῦ συνταγματίου.: [186, 1503, 413, 1580]
- headline-measures: ΜΕΤΡΑ ΔΙΑ ΤΗΝ ΤΟΥΡΚΙΑΝ.— ΑΠΟΚΛΕΙΣΜΟΣ ΤΩΝ ΕΚΘΕΙΩΝ ΠΡΟΞΕΝΙΚΩΝ ΑΡΧΩΝ: [210, 448, 388, 488]
- headline-barracks-1: ΑΝΕΓΕΡΣΙΣ ΝΕΩΝ: [246, 1064, 352, 1079]
- notice-declaration: [1343, 188, 1580, 345]
- divider: [752, 1121, 1011, 1122]
- article-paragraph: Ἡ Ἑταιρία ἀναλαμβάνει τὸν φωτισμὸν ἠλεκτρικῶς καὶ ἀρκετὸν λόγον τοῦ πορθμοῦ τοῦ Εὐρίπου, οὕτως ὥστε τὸ λιμάνι τὸ φῶς θὰ δύναται νὰ διατηρῇ εὐκόλως κατὰ τὴν διάρκειαν ἑκάστης νυκτὸς θὰ μεταβαίνωσι, καὶ χωρὶς νὰ κινδυνεύωσιν.: [732, 879, 1031, 944]
- headline-typhus-2: ΕΙΣ ΤΟ ΣΧΟΛΕΙΟΝ ΚΑΡΑΜΑΝΟΥ: [190, 1441, 409, 1458]
